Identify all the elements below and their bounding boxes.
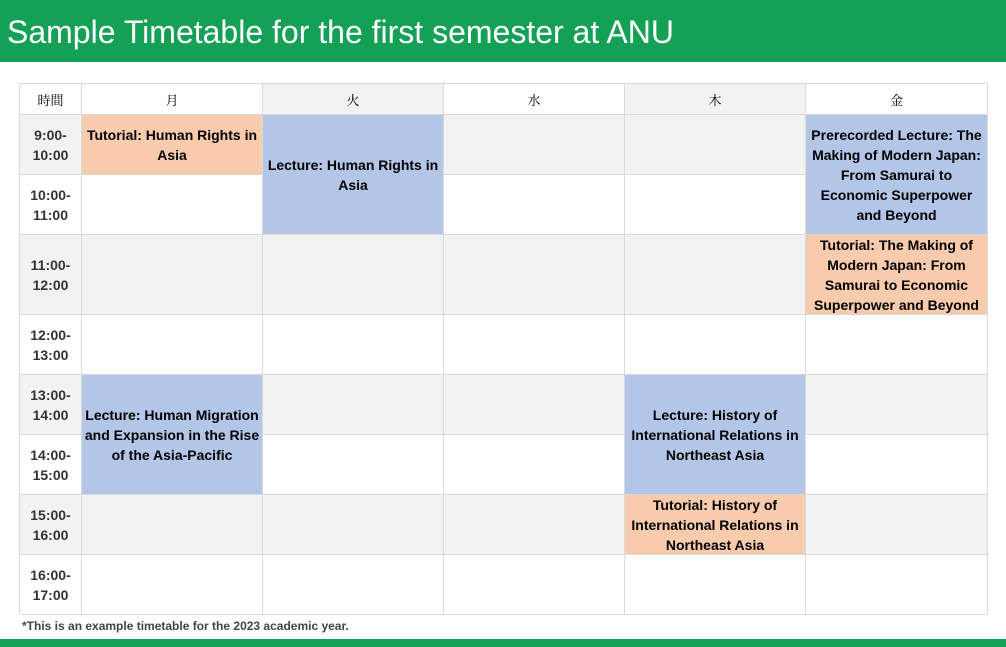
timetable-cell [263,375,444,435]
time-slot-part: 17:00 [32,586,69,603]
time-slot-label [20,175,82,235]
time-slot-part: 14:00 [32,406,69,423]
lecture-block: Lecture: Human Rights in Asia [263,115,443,234]
time-slot-part: 16:00- [30,566,71,583]
time-slot-part: 16:00 [32,526,69,543]
timetable-cell [625,315,806,375]
time-slot-label [20,315,82,375]
timetable-cell [625,555,806,615]
time-slot-part: 10:00 [32,146,69,163]
time-slot-part: 11:00- [30,256,71,273]
timetable-cell [263,555,444,615]
timetable-cell [444,175,625,235]
time-slot-part: 15:00 [32,466,69,483]
timetable-cell [263,435,444,495]
page-title: Sample Timetable for the first semester at ANU [7,14,674,50]
timetable-cell [82,555,263,615]
timetable-cell [444,435,625,495]
timetable-cell [82,175,263,235]
timetable-cell [806,555,988,615]
timetable-cell [263,235,444,315]
time-slot-part: 12:00- [30,326,71,343]
tutorial-block: Tutorial: The Making of Modern Japan: From Samurai to Economic Superpower and Beyond [806,235,987,314]
time-slot-part: 13:00- [30,386,71,403]
timetable-cell [444,375,625,435]
header-day: 金 [806,84,988,115]
timetable-cell [806,315,988,375]
time-slot-label [20,435,82,495]
header-day: 水 [444,84,625,115]
timetable-cell [82,315,263,375]
tutorial-block: Tutorial: Human Rights in Asia [82,115,262,174]
timetable-cell [263,315,444,375]
timetable-cell [263,495,444,555]
lecture-block: Lecture: Human Migration and Expansion in the Rise of the Asia-Pacific [82,375,262,494]
lecture-block: Prerecorded Lecture: The Making of Modern Japan: From Samurai to Economic Superpower and Beyond [806,115,987,234]
time-slot-part: 12:00 [32,276,69,293]
timetable-cell [82,495,263,555]
time-slot-label [20,555,82,615]
header-time-label: 時間 [20,84,82,115]
time-slot-label [20,375,82,435]
timetable-cell [625,115,806,175]
header-day: 月 [82,84,263,115]
footnote: *This is an example timetable for the 2023 academic year. [22,619,349,633]
time-slot-part: 15:00- [30,506,71,523]
timetable-cell [625,175,806,235]
lecture-block: Lecture: History of International Relations in Northeast Asia [625,375,805,494]
timetable-cell [806,375,988,435]
timetable-cell [806,435,988,495]
header-day: 木 [625,84,806,115]
timetable-cell [806,495,988,555]
timetable-cell [444,315,625,375]
timetable-cell [625,235,806,315]
bottom-bar [0,639,1006,647]
time-slot-part: 11:00 [32,206,69,223]
time-slot-label [20,235,82,315]
time-slot-part: 13:00 [32,346,69,363]
title-bar [0,0,1006,62]
time-slot-label [20,495,82,555]
timetable-cell [82,235,263,315]
tutorial-block: Tutorial: History of International Relations in Northeast Asia [625,495,805,554]
timetable-cell [444,235,625,315]
header-day: 火 [263,84,444,115]
time-slot-part: 14:00- [30,446,71,463]
time-slot-label [20,115,82,175]
timetable-cell [444,555,625,615]
timetable-grid [19,83,987,614]
time-slot-part: 10:00- [30,186,71,203]
time-slot-part: 9:00- [34,126,67,143]
timetable-cell [444,115,625,175]
timetable-cell [444,495,625,555]
